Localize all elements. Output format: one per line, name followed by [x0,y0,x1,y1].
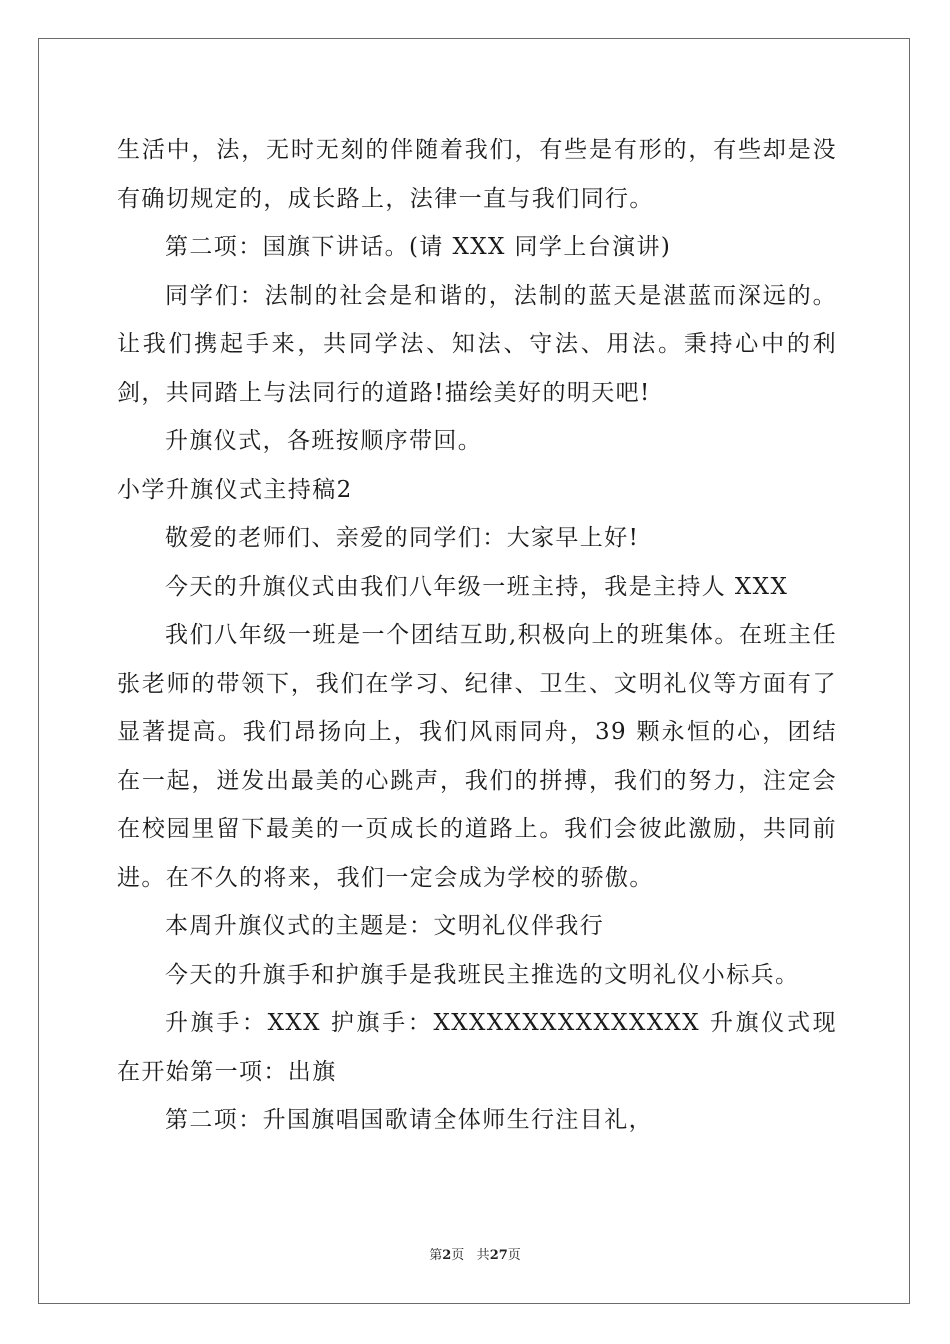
section-heading: 小学升旗仪式主持稿2 [117,476,353,503]
page-prefix: 第 [429,1248,443,1263]
paragraph: 本周升旗仪式的主题是：文明礼仪伴我行 [165,913,605,939]
paragraph: 我们八年级一班是一个团结互助,积极向上的班集体。在班主任张老师的带领下，我们在学习、纪律、卫生、文明礼仪等方面有了显著提高。我们昂扬向上，我们风雨同舟，39 颗永恒的心，团结在一起，迸发出最美的心跳声，我们的拼搏，我们的努力，注定会在校园里留下最美的一页成长的道路上。我们会彼此激励，共同前进。在不久的将来，我们一定会成为学校的骄傲。 [117,622,837,891]
paragraph: 今天的升旗仪式由我们八年级一班主持，我是主持人 XXX [165,573,789,600]
paragraph: 升旗仪式，各班按顺序带回。 [165,428,483,454]
document-body [117,126,837,1145]
paragraph: 敬爱的老师们、亲爱的同学们：大家早上好! [165,525,640,551]
paragraph: 生活中，法，无时无刻的伴随着我们，有些是有形的，有些却是没有确切规定的，成长路上，法律一直与我们同行。 [117,137,837,212]
page-footer [0,1244,950,1263]
total-pages: 27 [489,1248,508,1263]
paragraph: 同学们：法制的社会是和谐的，法制的蓝天是湛蓝而深远的。让我们携起手来，共同学法、知法、守法、用法。秉持心中的利剑，共同踏上与法同行的道路!描绘美好的明天吧! [117,282,837,406]
paragraph: 第二项：国旗下讲话。(请 XXX 同学上台演讲) [165,234,672,260]
total-suffix: 页 [507,1248,521,1263]
page-suffix: 页 [451,1248,465,1263]
paragraph: 升旗手：XXX 护旗手：XXXXXXXXXXXXXXX 升旗仪式现在开始第一项：出旗 [117,1010,837,1085]
paragraph: 第二项：升国旗唱国歌请全体师生行注目礼， [165,1107,653,1133]
paragraph: 今天的升旗手和护旗手是我班民主推选的文明礼仪小标兵。 [165,961,800,988]
total-prefix: 共 [476,1248,490,1263]
page-number: 2 [442,1248,452,1263]
